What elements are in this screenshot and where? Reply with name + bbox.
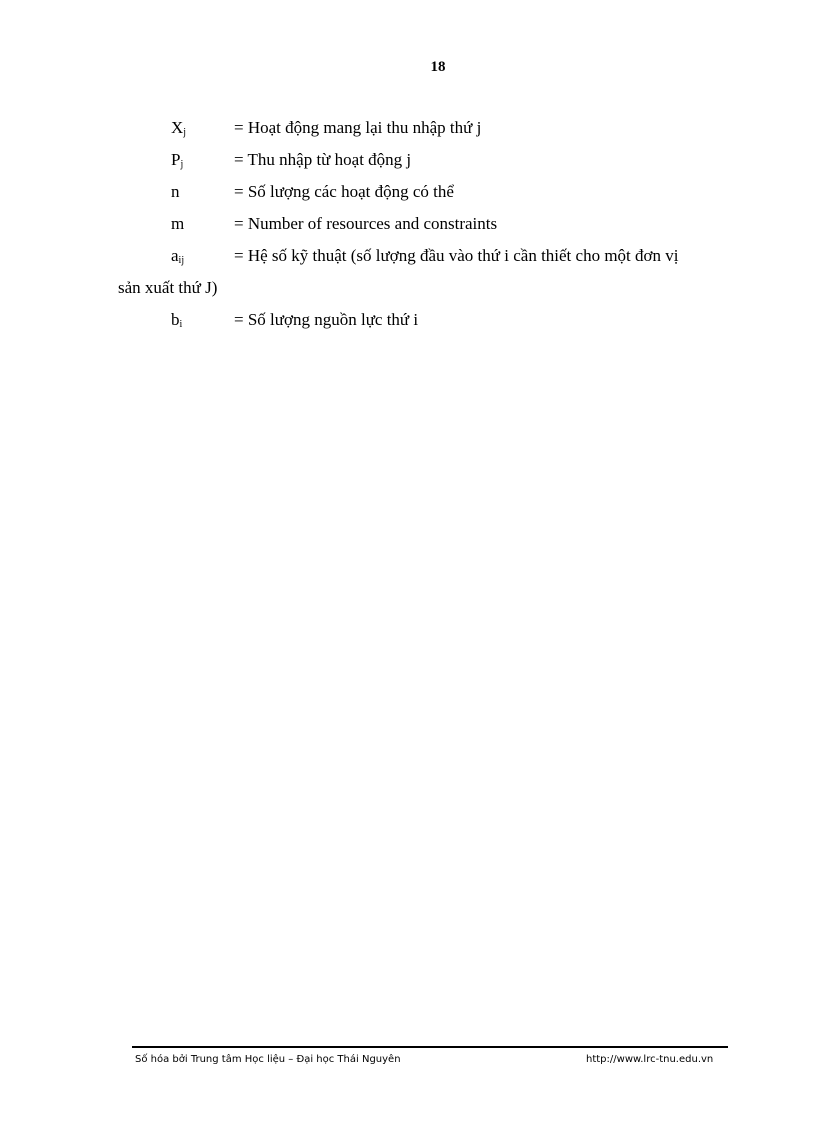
symbol-subscript: j — [183, 127, 187, 138]
footer-credit: Số hóa bởi Trung tâm Học liệu – Đại học Thái Nguyên — [135, 1054, 401, 1065]
definition-row — [0, 112, 816, 144]
definition-description: = Hoạt động mang lại thu nhập thứ j — [234, 118, 482, 137]
symbol-base: X — [171, 118, 184, 137]
definition-continuation: sản xuất thứ J) — [118, 278, 218, 297]
symbol-base: a — [171, 246, 179, 265]
definition-symbol — [171, 144, 183, 176]
definition-symbol — [171, 304, 182, 336]
symbol-base: m — [171, 214, 185, 233]
symbol-base: P — [171, 150, 181, 169]
definition-row — [0, 240, 816, 272]
symbol-subscript: j — [180, 159, 184, 170]
symbol-subscript: ij — [178, 255, 185, 266]
definition-symbol — [171, 208, 184, 240]
definition-symbol — [171, 176, 180, 208]
definition-description: = Number of resources and constraints — [234, 214, 498, 233]
definition-description: = Thu nhập từ hoạt động j — [234, 150, 412, 169]
definition-description: = Số lượng nguồn lực thứ i — [234, 310, 419, 329]
definitions-list — [0, 112, 816, 336]
footer-url: http://www.lrc-tnu.edu.vn — [586, 1054, 714, 1065]
definition-row — [0, 304, 816, 336]
symbol-base: b — [171, 310, 180, 329]
definition-description: = Số lượng các hoạt động có thể — [234, 182, 454, 201]
symbol-subscript: i — [179, 319, 183, 330]
definition-row — [0, 144, 816, 176]
definition-symbol — [171, 240, 184, 272]
definition-row — [0, 208, 816, 240]
symbol-base: n — [171, 182, 180, 201]
definition-symbol — [171, 112, 186, 144]
page-number: 18 — [430, 59, 446, 75]
definition-row — [0, 176, 816, 208]
definition-description: = Hệ số kỹ thuật (số lượng đầu vào thứ i cần thiết cho một đơn vị — [234, 246, 679, 265]
footer-divider — [132, 1046, 728, 1048]
